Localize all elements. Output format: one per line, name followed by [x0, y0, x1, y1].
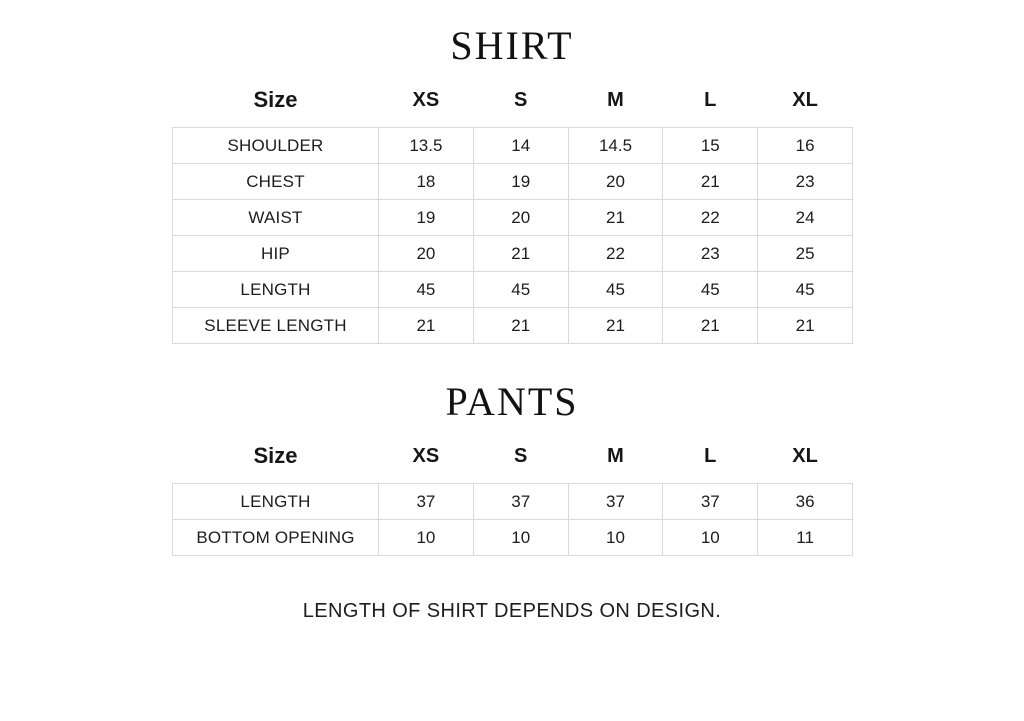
shirt-row-label-sleeve-length: SLEEVE LENGTH	[173, 308, 379, 344]
pants-header-l: L	[663, 435, 758, 484]
shirt-length-xs: 45	[379, 272, 474, 308]
table-row	[173, 308, 853, 344]
shirt-waist-s: 20	[473, 200, 568, 236]
shirt-row-label-length: LENGTH	[173, 272, 379, 308]
shirt-chest-xs: 18	[379, 164, 474, 200]
pants-row-label-length: LENGTH	[173, 484, 379, 520]
shirt-header-row	[173, 79, 853, 128]
pants-size-table-block	[172, 435, 852, 556]
shirt-sleeve-s: 21	[473, 308, 568, 344]
table-row	[173, 200, 853, 236]
shirt-shoulder-xl: 16	[758, 128, 853, 164]
shirt-chest-s: 19	[473, 164, 568, 200]
table-row	[173, 520, 853, 556]
shirt-header-m: M	[568, 79, 663, 128]
pants-section-title: PANTS	[445, 379, 579, 424]
pants-row-label-bottom-opening: BOTTOM OPENING	[173, 520, 379, 556]
shirt-sleeve-xl: 21	[758, 308, 853, 344]
shirt-shoulder-xs: 13.5	[379, 128, 474, 164]
shirt-sleeve-xs: 21	[379, 308, 474, 344]
pants-table-head	[173, 435, 853, 484]
shirt-waist-xs: 19	[379, 200, 474, 236]
pants-header-xs: XS	[379, 435, 474, 484]
pants-bottom-m: 10	[568, 520, 663, 556]
pants-header-m: M	[568, 435, 663, 484]
shirt-hip-xl: 25	[758, 236, 853, 272]
shirt-hip-l: 23	[663, 236, 758, 272]
shirt-hip-xs: 20	[379, 236, 474, 272]
shirt-chest-l: 21	[663, 164, 758, 200]
shirt-row-label-waist: WAIST	[173, 200, 379, 236]
shirt-shoulder-s: 14	[473, 128, 568, 164]
shirt-header-size: Size	[173, 79, 379, 128]
shirt-hip-m: 22	[568, 236, 663, 272]
shirt-header-l: L	[663, 79, 758, 128]
pants-bottom-l: 10	[663, 520, 758, 556]
shirt-hip-s: 21	[473, 236, 568, 272]
pants-table-body	[173, 484, 853, 556]
footnote-text: LENGTH OF SHIRT DEPENDS ON DESIGN.	[302, 600, 722, 622]
shirt-chest-xl: 23	[758, 164, 853, 200]
shirt-sleeve-m: 21	[568, 308, 663, 344]
shirt-row-label-hip: HIP	[173, 236, 379, 272]
shirt-table-head	[173, 79, 853, 128]
shirt-waist-xl: 24	[758, 200, 853, 236]
shirt-length-s: 45	[473, 272, 568, 308]
pants-length-xs: 37	[379, 484, 474, 520]
shirt-length-xl: 45	[758, 272, 853, 308]
pants-length-l: 37	[663, 484, 758, 520]
pants-length-s: 37	[473, 484, 568, 520]
shirt-chest-m: 20	[568, 164, 663, 200]
table-row	[173, 164, 853, 200]
table-row	[173, 128, 853, 164]
shirt-waist-m: 21	[568, 200, 663, 236]
shirt-shoulder-m: 14.5	[568, 128, 663, 164]
shirt-header-xs: XS	[379, 79, 474, 128]
shirt-length-l: 45	[663, 272, 758, 308]
shirt-waist-l: 22	[663, 200, 758, 236]
pants-header-row	[173, 435, 853, 484]
pants-header-xl: XL	[758, 435, 853, 484]
pants-bottom-xl: 11	[758, 520, 853, 556]
shirt-header-xl: XL	[758, 79, 853, 128]
pants-length-xl: 36	[758, 484, 853, 520]
pants-length-m: 37	[568, 484, 663, 520]
table-row	[173, 272, 853, 308]
pants-header-size: Size	[173, 435, 379, 484]
shirt-sleeve-l: 21	[663, 308, 758, 344]
table-row	[173, 236, 853, 272]
shirt-section-title: SHIRT	[450, 23, 574, 68]
pants-header-s: S	[473, 435, 568, 484]
pants-bottom-xs: 10	[379, 520, 474, 556]
pants-size-table	[172, 435, 853, 556]
table-row	[173, 484, 853, 520]
shirt-size-table-block	[172, 79, 852, 344]
pants-bottom-s: 10	[473, 520, 568, 556]
shirt-header-s: S	[473, 79, 568, 128]
shirt-table-body	[173, 128, 853, 344]
shirt-length-m: 45	[568, 272, 663, 308]
shirt-row-label-shoulder: SHOULDER	[173, 128, 379, 164]
shirt-size-table	[172, 79, 853, 344]
shirt-row-label-chest: CHEST	[173, 164, 379, 200]
shirt-shoulder-l: 15	[663, 128, 758, 164]
